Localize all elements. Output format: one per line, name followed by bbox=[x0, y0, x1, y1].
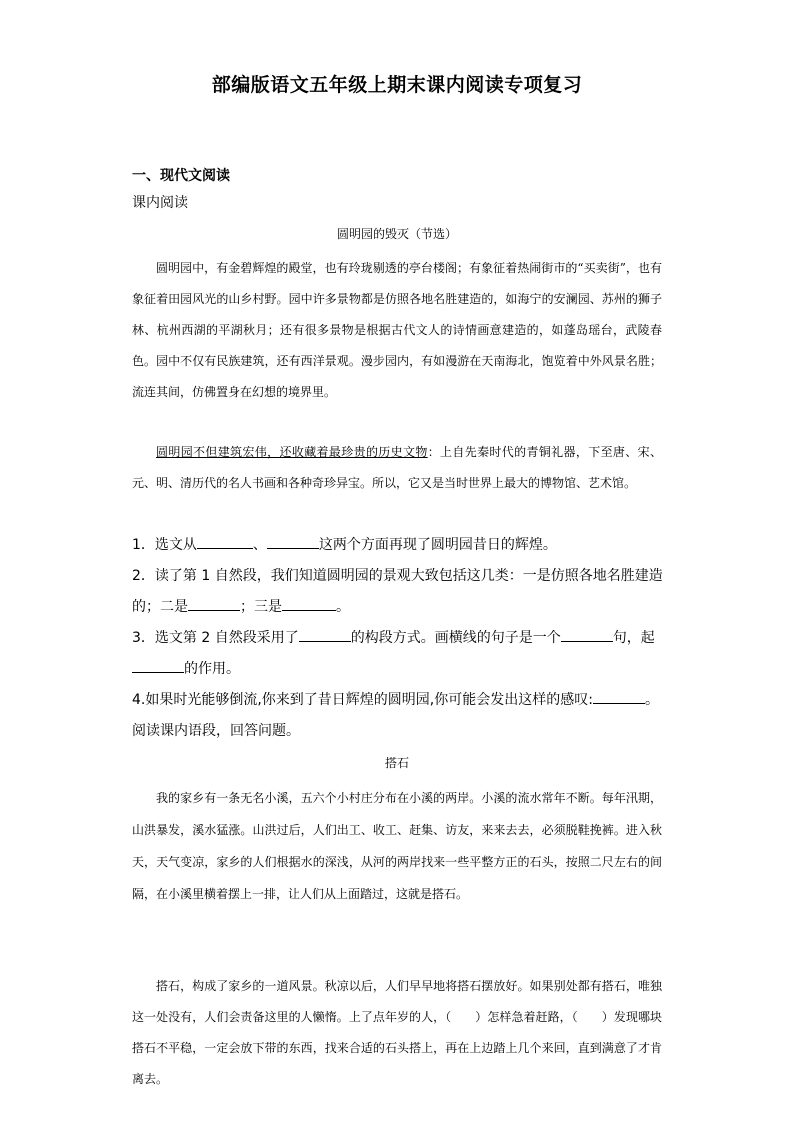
question-text: 、 bbox=[252, 537, 267, 553]
answer-blank[interactable] bbox=[282, 594, 336, 611]
question-2 bbox=[132, 561, 672, 623]
passage-paragraph: 搭石，构成了家乡的一道风景。秋凉以后，人们早早地将搭石摆放好。如果别处都有搭石，唯独这一处没有，人们会责备这里的人懒惰。上了点年岁的人，（ ）怎样急着赶路，（ ）发现哪块搭石不平稳，一定会放下带的东西，找来合适的石头搭上，再在上边踏上几个来回，直到满意了才肯离去。 bbox=[132, 979, 662, 1086]
question-text: 的作用。 bbox=[184, 661, 240, 677]
question-4 bbox=[132, 685, 672, 716]
answer-blank[interactable] bbox=[267, 532, 319, 549]
page-title: 部编版语文五年级上期末课内阅读专项复习 bbox=[211, 74, 583, 96]
answer-blank[interactable] bbox=[561, 625, 613, 642]
question-text: 的构段方式。画横线的句子是一个 bbox=[350, 630, 561, 646]
passage-paragraph: 圆明园中，有金碧辉煌的殿堂，也有玲珑剔透的亭台楼阁；有象征着热闹街市的“买卖街”，也有象征着田园风光的山乡村野。园中许多景物都是仿照各地名胜建造的，如海宁的安澜园、苏州的狮子林、杭州西湖的平湖秋月；还有很多景物是根据古代文人的诗情画意建造的，如蓬岛瑶台，武陵春色。园中不仅有民族建筑，还有西洋景观。漫步园内，有如漫游在天南海北，饱览着中外风景名胜；流连其间，仿佛置身在幻想的境界里。 bbox=[132, 261, 662, 399]
question-text: 1．选文从 bbox=[132, 537, 197, 553]
passage-paragraph: 我的家乡有一条无名小溪，五六个小村庄分布在小溪的两岸。小溪的流水常年不断。每年汛期，山洪暴发，溪水猛涨。山洪过后，人们出工、收工、赶集、访友，来来去去，必须脱鞋挽裤。进入秋天，天气变凉，家乡的人们根据水的深浅，从河的两岸找来一些平整方正的石头，按照二尺左右的间隔，在小溪里横着摆上一排，让人们从上面踏过，这就是搭石。 bbox=[132, 791, 662, 901]
answer-blank[interactable] bbox=[593, 687, 645, 704]
question-text: 。 bbox=[644, 692, 659, 708]
reading-instruction: 阅读课内语段，回答问题。 bbox=[132, 723, 300, 739]
answer-blank[interactable] bbox=[299, 625, 351, 642]
question-text: 。 bbox=[336, 599, 350, 615]
passage-paragraph bbox=[132, 437, 662, 499]
underlined-sentence: 圆明园不但建筑宏伟，还收藏着最珍贵的历史文物 bbox=[156, 445, 428, 459]
question-text: 4.如果时光能够倒流,你来到了昔日辉煌的圆明园,你可能会发出这样的感叹: bbox=[132, 692, 593, 708]
question-text: 3．选文第 2 自然段采用了 bbox=[132, 630, 299, 646]
question-text: 2．读了第 1 自然段，我们知道圆明园的景观大致包括这几类：一是仿照各地名胜建造的；二是 bbox=[132, 568, 663, 615]
subheading: 课内阅读 bbox=[132, 195, 188, 211]
question-3 bbox=[132, 623, 672, 685]
answer-blank[interactable] bbox=[132, 656, 184, 673]
question-text: 这两个方面再现了圆明园昔日的辉煌。 bbox=[318, 537, 557, 553]
passage-title: 搭石 bbox=[384, 756, 409, 770]
paragraph-text: ：上自先秦时代的青铜礼器，下至唐、宋、元、明、清历代的名人书画和各种奇珍异宝。所以，它又是当时世界上最大的博物馆、艺术馆。 bbox=[132, 445, 662, 490]
answer-blank[interactable] bbox=[197, 532, 253, 549]
question-1 bbox=[132, 530, 672, 561]
answer-blank[interactable] bbox=[188, 594, 240, 611]
question-text: 句，起 bbox=[612, 630, 655, 646]
section-heading: 一、现代文阅读 bbox=[132, 168, 230, 184]
passage-title: 圆明园的毁灭（节选） bbox=[336, 227, 457, 241]
question-text: ；三是 bbox=[240, 599, 282, 615]
